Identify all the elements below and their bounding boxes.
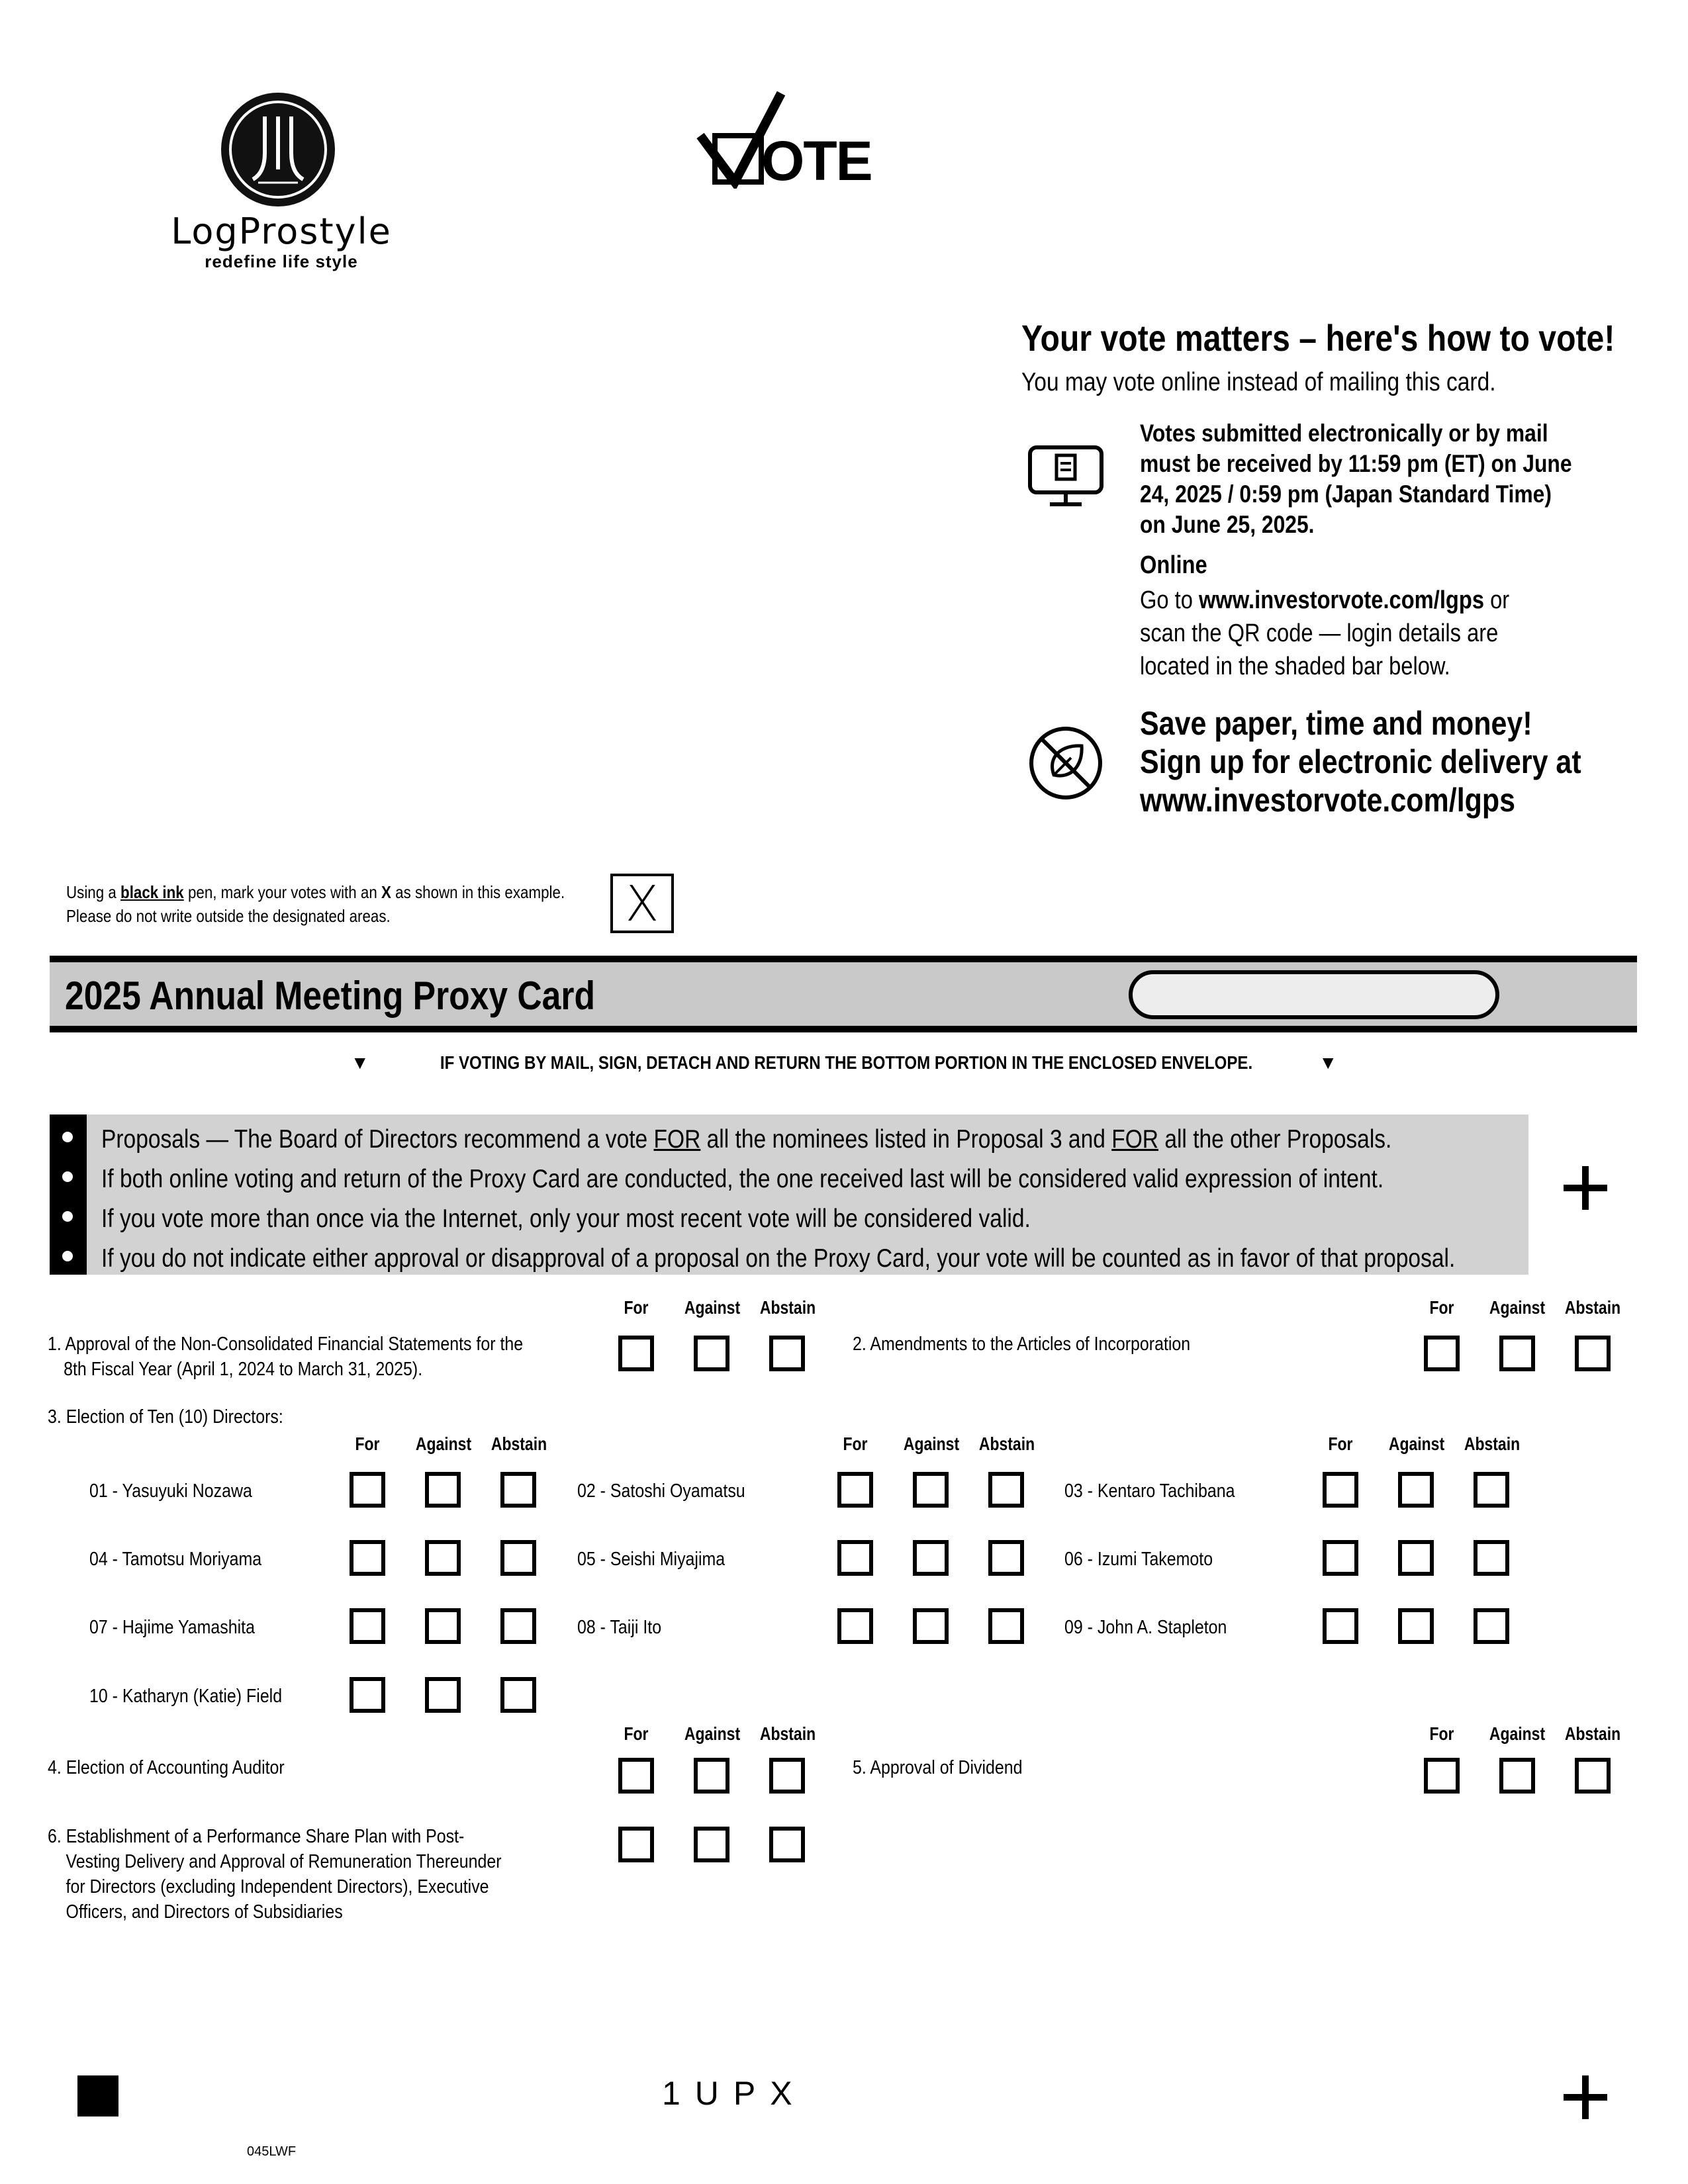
example-mark-box: [610, 874, 674, 933]
registration-plus-mark: [1564, 2075, 1607, 2119]
director-09-abstain-checkbox[interactable]: [1474, 1608, 1509, 1644]
proposal-6-abstain-checkbox[interactable]: [769, 1827, 805, 1862]
col-header-for: For: [624, 1297, 649, 1318]
col-header-for: For: [355, 1433, 380, 1454]
col-header-for: For: [624, 1723, 649, 1744]
registration-plus-mark: [1564, 1166, 1607, 1210]
notes-box: [50, 1115, 1528, 1275]
col-header-for: For: [1429, 1723, 1454, 1744]
note-line-1: Proposals — The Board of Directors recommend a vote FOR all the nominees listed in Proposal 3 and FOR all the other Proposals.: [101, 1125, 1392, 1154]
col-header-abstain: Abstain: [978, 1433, 1035, 1454]
login-details-field[interactable]: [1129, 970, 1499, 1019]
proposal-1-label: 1. Approval of the Non-Consolidated Financial Statements for the 8th Fiscal Year (April 1, 2024 to March 31, 2025).: [48, 1334, 524, 1380]
mail-instruction-text: IF VOTING BY MAIL, SIGN, DETACH AND RETURN THE BOTTOM PORTION IN THE ENCLOSED ENVELOPE.: [440, 1052, 1253, 1073]
director-02-for-checkbox[interactable]: [837, 1472, 873, 1508]
col-header-against: Against: [684, 1723, 741, 1744]
note-line-3: If you vote more than once via the Internet, only your most recent vote will be considered valid.: [101, 1205, 1031, 1233]
company-logo: [218, 90, 338, 209]
proposal-5-for-checkbox[interactable]: [1424, 1758, 1460, 1794]
director-02-against-checkbox[interactable]: [913, 1472, 949, 1508]
director-10-label: 10 - Katharyn (Katie) Field: [89, 1686, 283, 1707]
director-09-for-checkbox[interactable]: [1323, 1608, 1358, 1644]
col-header-abstain: Abstain: [1564, 1723, 1621, 1744]
card-bottom-rule: [50, 1026, 1637, 1032]
footer-code: 1UPX: [662, 2075, 807, 2112]
director-06-for-checkbox[interactable]: [1323, 1540, 1358, 1576]
proposal-2-abstain-checkbox[interactable]: [1575, 1336, 1611, 1371]
online-heading: Online: [1140, 551, 1207, 579]
proposal-6-label: 6. Establishment of a Performance Share Plan with Post- Vesting Delivery and Approval of Remuneration Thereunder for Directors (excluding Independent Directors), Executive Officers, and Directors of Subsidiaries: [48, 1826, 502, 1923]
mail-instruction: [0, 1052, 1688, 1073]
col-header-against: Against: [1489, 1723, 1546, 1744]
note-line-4: If you do not indicate either approval or disapproval of a proposal on the Proxy Card, your vote will be counted as in favor of that proposal.: [101, 1244, 1456, 1273]
col-header-for: For: [1328, 1433, 1353, 1454]
company-tagline: redefine life style: [205, 251, 358, 271]
director-05-for-checkbox[interactable]: [837, 1540, 873, 1576]
director-08-for-checkbox[interactable]: [837, 1608, 873, 1644]
card-title: 2025 Annual Meeting Proxy Card: [65, 974, 595, 1018]
triangle-down-icon: ▼: [1319, 1052, 1338, 1073]
triangle-down-icon: ▼: [350, 1052, 369, 1073]
proposal-4-abstain-checkbox[interactable]: [769, 1758, 805, 1794]
proposal-2-label: 2. Amendments to the Articles of Incorporation: [853, 1334, 1191, 1355]
director-05-label: 05 - Seishi Miyajima: [577, 1549, 726, 1570]
director-07-for-checkbox[interactable]: [350, 1608, 385, 1644]
director-08-against-checkbox[interactable]: [913, 1608, 949, 1644]
bullet-icon: [62, 1171, 73, 1182]
mark-instructions-line1: Using a black ink pen, mark your votes with an X as shown in this example.: [66, 882, 565, 902]
director-07-against-checkbox[interactable]: [425, 1608, 461, 1644]
bullet-icon: [62, 1211, 73, 1222]
director-03-abstain-checkbox[interactable]: [1474, 1472, 1509, 1508]
proposal-5-label: 5. Approval of Dividend: [853, 1757, 1023, 1778]
bullet-icon: [62, 1251, 73, 1261]
proposal-1-abstain-checkbox[interactable]: [769, 1336, 805, 1371]
mark-instructions-line2: Please do not write outside the designated areas.: [66, 906, 391, 926]
director-10-abstain-checkbox[interactable]: [500, 1677, 536, 1713]
proposal-5-against-checkbox[interactable]: [1499, 1758, 1535, 1794]
proposal-1-for-checkbox[interactable]: [618, 1336, 654, 1371]
director-03-for-checkbox[interactable]: [1323, 1472, 1358, 1508]
director-02-label: 02 - Satoshi Oyamatsu: [577, 1480, 745, 1502]
director-04-abstain-checkbox[interactable]: [500, 1540, 536, 1576]
director-09-label: 09 - John A. Stapleton: [1064, 1617, 1227, 1638]
col-header-abstain: Abstain: [759, 1297, 816, 1318]
col-header-abstain: Abstain: [759, 1723, 816, 1744]
note-line-2: If both online voting and return of the Proxy Card are conducted, the one received last will be considered valid expression of intent.: [101, 1165, 1384, 1193]
col-header-against: Against: [1388, 1433, 1445, 1454]
director-10-against-checkbox[interactable]: [425, 1677, 461, 1713]
director-09-against-checkbox[interactable]: [1398, 1608, 1434, 1644]
director-01-label: 01 - Yasuyuki Nozawa: [89, 1480, 252, 1502]
director-01-abstain-checkbox[interactable]: [500, 1472, 536, 1508]
company-logo-name: LogProstyle: [171, 210, 392, 252]
online-text-prefix: Go to: [1140, 586, 1199, 614]
proposal-4-for-checkbox[interactable]: [618, 1758, 654, 1794]
proposal-6-against-checkbox[interactable]: [694, 1827, 729, 1862]
online-instructions: [1140, 584, 1550, 683]
proposal-5-abstain-checkbox[interactable]: [1575, 1758, 1611, 1794]
vote-deadline-text: Votes submitted electronically or by mail must be received by 11:59 pm (ET) on June 24, 2025 / 0:59 pm (Japan Standard Time) on June 25, 2025.: [1140, 420, 1572, 538]
save-paper-line2: Sign up for electronic delivery at: [1140, 743, 1581, 780]
computer-icon: [1026, 443, 1105, 510]
save-paper-line1: Save paper, time and money!: [1140, 705, 1532, 742]
col-header-abstain: Abstain: [491, 1433, 547, 1454]
director-03-label: 03 - Kentaro Tachibana: [1064, 1480, 1235, 1502]
col-header-for: For: [1429, 1297, 1454, 1318]
director-06-label: 06 - Izumi Takemoto: [1064, 1549, 1213, 1570]
form-code: 045LWF: [247, 2144, 297, 2159]
director-01-for-checkbox[interactable]: [350, 1472, 385, 1508]
company-logo-mark: [218, 90, 338, 209]
vote-logo: [695, 89, 872, 192]
vote-logo-text: OTE: [761, 130, 872, 192]
col-header-against: Against: [1489, 1297, 1546, 1318]
vote-info-subtitle: You may vote online instead of mailing this card.: [1021, 368, 1496, 396]
col-header-against: Against: [903, 1433, 960, 1454]
vote-deadline: [1140, 418, 1573, 540]
director-06-abstain-checkbox[interactable]: [1474, 1540, 1509, 1576]
director-04-for-checkbox[interactable]: [350, 1540, 385, 1576]
director-08-label: 08 - Taiji Ito: [577, 1617, 662, 1638]
proposal-1-against-checkbox[interactable]: [694, 1336, 729, 1371]
col-header-for: For: [843, 1433, 868, 1454]
director-06-against-checkbox[interactable]: [1398, 1540, 1434, 1576]
proposal-6-for-checkbox[interactable]: [618, 1827, 654, 1862]
director-08-abstain-checkbox[interactable]: [988, 1608, 1024, 1644]
proposal-4-label: 4. Election of Accounting Auditor: [48, 1757, 285, 1778]
director-02-abstain-checkbox[interactable]: [988, 1472, 1024, 1508]
director-05-abstain-checkbox[interactable]: [988, 1540, 1024, 1576]
director-04-against-checkbox[interactable]: [425, 1540, 461, 1576]
online-url-link[interactable]: www.investorvote.com/lgps: [1199, 586, 1485, 614]
director-05-against-checkbox[interactable]: [913, 1540, 949, 1576]
example-x-mark: X: [625, 876, 659, 933]
director-01-against-checkbox[interactable]: [425, 1472, 461, 1508]
card-top-rule: [50, 956, 1637, 962]
mark-instructions: [66, 880, 565, 928]
vote-info-title: Your vote matters – here's how to vote!: [1021, 317, 1615, 359]
bullet-icon: [62, 1132, 73, 1142]
proposal-4-against-checkbox[interactable]: [694, 1758, 729, 1794]
director-07-abstain-checkbox[interactable]: [500, 1608, 536, 1644]
director-03-against-checkbox[interactable]: [1398, 1472, 1434, 1508]
proposal-3-label: 3. Election of Ten (10) Directors:: [48, 1406, 283, 1428]
director-10-for-checkbox[interactable]: [350, 1677, 385, 1713]
director-04-label: 04 - Tamotsu Moriyama: [89, 1549, 262, 1570]
online-text-suffix: or scan the QR code — login details are located in the shaded bar below.: [1140, 586, 1510, 680]
registration-square-mark: [77, 2075, 118, 2116]
proposal-2-against-checkbox[interactable]: [1499, 1336, 1535, 1371]
col-header-abstain: Abstain: [1564, 1297, 1621, 1318]
proposal-2-for-checkbox[interactable]: [1424, 1336, 1460, 1371]
col-header-against: Against: [684, 1297, 741, 1318]
leaf-icon: [1027, 725, 1104, 801]
director-07-label: 07 - Hajime Yamashita: [89, 1617, 255, 1638]
save-paper-url[interactable]: www.investorvote.com/lgps: [1140, 782, 1516, 819]
col-header-against: Against: [415, 1433, 472, 1454]
col-header-abstain: Abstain: [1464, 1433, 1521, 1454]
notes-text: [101, 1120, 1455, 1279]
